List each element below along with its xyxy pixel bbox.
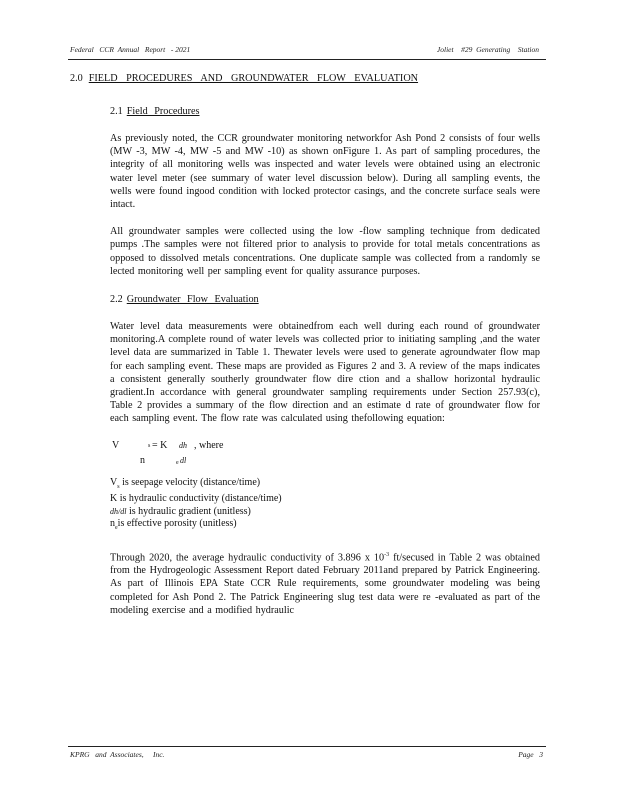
flow-equation [110, 440, 540, 474]
header-right: Joliet #29 Generating Station [436, 45, 539, 54]
subsection-field-procedures [110, 106, 544, 278]
section-heading [70, 73, 544, 84]
page-body [70, 73, 544, 617]
equation-fraction-top: dh [179, 440, 187, 450]
subsection-title: Field Procedures [126, 106, 200, 117]
definition-row: $n_eis$ effective porosity (unitless) [110, 518, 237, 532]
paragraph: All groundwater samples were collected using the low -flow sampling technique from dedicated pumps .The samples were not filtered prior to analysis to provide for total metals concentrations as opposed to dissolved metals concentrations. One duplicate sample was collected from a randomly se lected monitoring well per sampling event for quality assurance purposes. [110, 226, 540, 277]
paragraph: Water level data measurements were obtainedfrom each well during each round of groundwater monitoring.A complete round of water levels was collected prior to initiating sampling ,and the water level data are summarized in Table 1. Thewater levels were used to generate agroundwater flow map for each sampling event. These maps are provided as Figures 2 and 3. A review of the maps indicates a consistent generally southerly groundwater flow dire ction and a shallow horizontal hydraulic gradient.In accordance with general groundwater sampling requirements under Section 257.93(c), Table 2 provides a summary of the flow direction and an estimate d rate of groundwater flow for each sampling event. The flow rate was calculated using thefollowing equation: [110, 321, 540, 425]
subsection-heading [110, 294, 544, 305]
header-rule [68, 59, 546, 60]
subsection-heading [110, 106, 544, 117]
section-number: 2.0 [70, 73, 83, 84]
subsection-number: 2.2 [110, 294, 123, 306]
definition-row: K is hydraulic conductivity (distance/time) [110, 493, 282, 505]
equation-fraction-bottom: dl [180, 455, 187, 465]
equation-where: , where [194, 439, 224, 451]
definition-row: dh/dl is hydraulic gradient (unitless) [110, 505, 251, 517]
paragraph: As previously noted, the CCR groundwater monitoring networkfor Ash Pond 2 consists of four wells (MW -3, MW -4, MW -5 and MW -10) as shown onFigure 1. As part of sampling procedures, the integrity of all monitoring wells was inspected and water levels were obtained using an electronic water level meter (see summary of water level discussion below). During all sampling events, the wells were found ingood condition with locked protector casings, and the concrete surface seals were intact. [110, 133, 540, 211]
equation-lhs-sub: s [148, 442, 151, 449]
footer-left: KPRG and Associates, Inc. [70, 750, 165, 759]
subsection-number: 2.1 [110, 106, 123, 117]
equation-n: n [140, 454, 145, 466]
equation-rhs: = K [152, 439, 168, 451]
section-title: FIELD PROCEDURES AND GROUNDWATER FLOW EVALUATION [88, 73, 419, 84]
equation-lhs: V [112, 439, 120, 451]
paragraph: Through 2020, the average hydraulic conductivity of 3.896 x $10^{-3}$ ft/secused in Table 2 was obtained from the Hydrogeologic Assessment Report dated February 2011and prepared by Patrick Engineering. As part of Illinois EPA State CCR Rule requirements, some groundwater modeling was being completed for Ash Pond 2. The Patrick Engineering slug test data were re -evaluated as part of the modeling exercise and a modified hydraulic [110, 551, 540, 616]
definition-row: $V_s$ is seepage velocity (distance/time) [110, 476, 261, 490]
footer-rule [68, 746, 546, 747]
variable-definitions [110, 477, 544, 535]
header-left: Federal CCR Annual Report - 2021 [70, 45, 191, 54]
equation-fraction-bottom-sub: e [176, 459, 179, 466]
page-number: Page 3 [518, 750, 543, 759]
subsection-title: Groundwater Flow Evaluation [126, 294, 259, 306]
subsection-groundwater-flow [110, 294, 544, 617]
